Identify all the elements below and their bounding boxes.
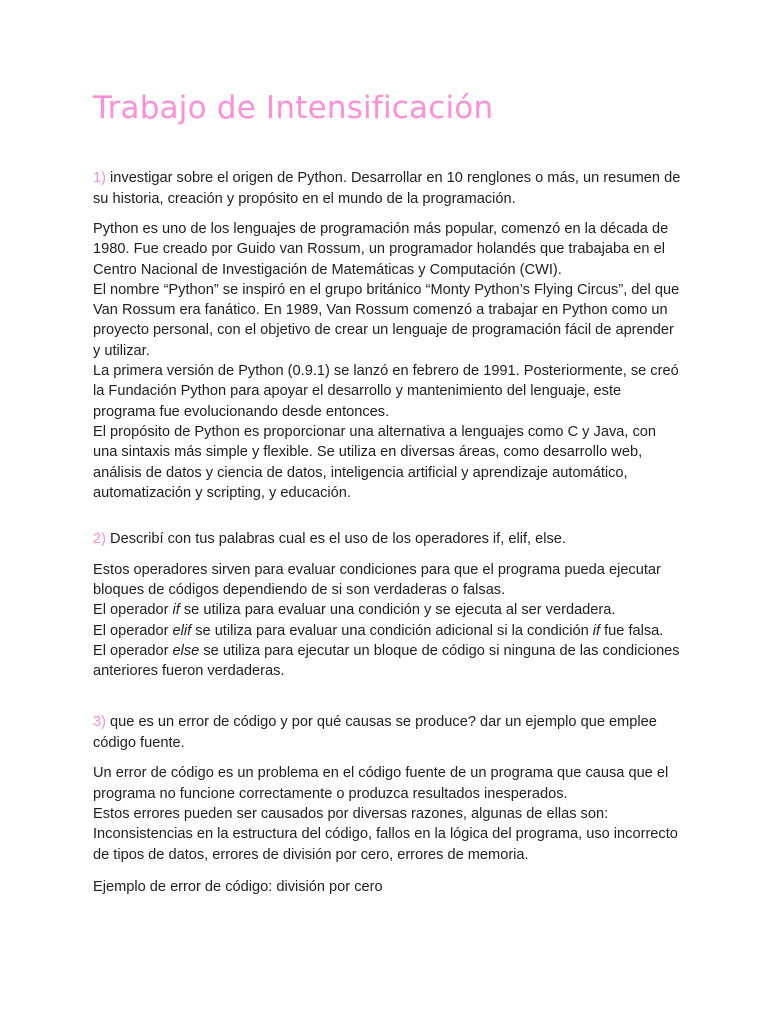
section-3 (93, 712, 683, 897)
line-text: se utiliza para ejecutar un bloque de código si ninguna de las condiciones anteriores fueron verdaderas. (93, 642, 680, 680)
line-text: fue falsa. (600, 622, 664, 639)
question-3 (93, 712, 683, 753)
answer-1 (93, 219, 683, 503)
line-text: se utiliza para evaluar una condición y se ejecuta al ser verdadera. (179, 602, 616, 619)
question-1 (93, 168, 683, 209)
spacer (93, 503, 683, 529)
question-number: 2) (93, 531, 106, 548)
question-text: Describí con tus palabras cual es el uso de los operadores if, elif, else. (105, 531, 566, 548)
if-operator-line (93, 600, 683, 620)
keyword-if: if (592, 622, 601, 639)
answer-3 (93, 763, 683, 864)
elif-operator-line (93, 621, 683, 641)
question-text: investigar sobre el origen de Python. Desarrollar en 10 renglones o más, un resumen de su historia, creación y propósito en el mundo de la programación. (93, 170, 681, 207)
line-text: El operador (93, 602, 173, 619)
line-text: se utiliza para evaluar una condición adicional si la condición (191, 622, 593, 639)
spacer (93, 681, 683, 712)
answer-2 (93, 560, 683, 682)
else-operator-line (93, 641, 683, 682)
section-2 (93, 529, 683, 681)
line-text: El operador (93, 622, 173, 639)
answer-paragraph: Estos operadores sirven para evaluar condiciones para que el programa pueda ejecutar bloques de códigos dependiendo de si son verdaderas o falsas. (93, 561, 661, 598)
question-2 (93, 529, 683, 550)
question-text: que es un error de código y por qué causas se produce? dar un ejemplo que emplee código fuente. (93, 714, 657, 751)
example-heading: Ejemplo de error de código: división por cero (93, 878, 383, 895)
answer-paragraph: Python es uno de los lenguajes de programación más popular, comenzó en la década de 1980. Fue creado por Guido van Rossum, un programador holandés que trabajaba en el Centro Nacional de Investigación de Matemáticas y Computación (CWI). (93, 221, 669, 278)
document-title: Trabajo de Intensificación (93, 90, 494, 126)
keyword-if: if (172, 602, 180, 619)
answer-paragraph: La primera versión de Python (0.9.1) se lanzó en febrero de 1991. Posteriormente, se creó la Fundación Python para apoyar el desarrollo y mantenimiento del lenguaje, este programa fue evolucionando desde entonces. (93, 363, 679, 420)
answer-paragraph: El nombre “Python” se inspiró en el grupo británico “Monty Python’s Flying Circus”, del que Van Rossum era fanático. En 1989, Van Rossum comenzó a trabajar en Python como un proyecto personal, con el objetivo de crear un lenguaje de programación fácil de aprender y utilizar. (93, 281, 680, 359)
answer-paragraph: Estos errores pueden ser causados por diversas razones, algunas de ellas son: Inconsistencias en la estructura del código, fallos en la lógica del programa, uso incorrecto de tipos de datos, errores de división por cero, errores de memoria. (93, 806, 678, 863)
line-text: El operador (93, 642, 173, 659)
document-page (93, 88, 683, 897)
keyword-elif: elif (172, 622, 192, 639)
section-1 (93, 168, 683, 503)
answer-paragraph: Un error de código es un problema en el código fuente de un programa que causa que el programa no funcione correctamente o produzca resultados inesperados. (93, 765, 669, 802)
keyword-else: else (172, 642, 200, 659)
answer-paragraph: El propósito de Python es proporcionar una alternativa a lenguajes como C y Java, con una sintaxis más simple y flexible. Se utiliza en diversas áreas, como desarrollo web, análisis de datos y ciencia de datos, inteligencia artificial y aprendizaje automático, automatización y scripting, y educación. (93, 423, 656, 501)
question-number: 3) (93, 714, 106, 731)
question-number: 1) (93, 170, 106, 186)
